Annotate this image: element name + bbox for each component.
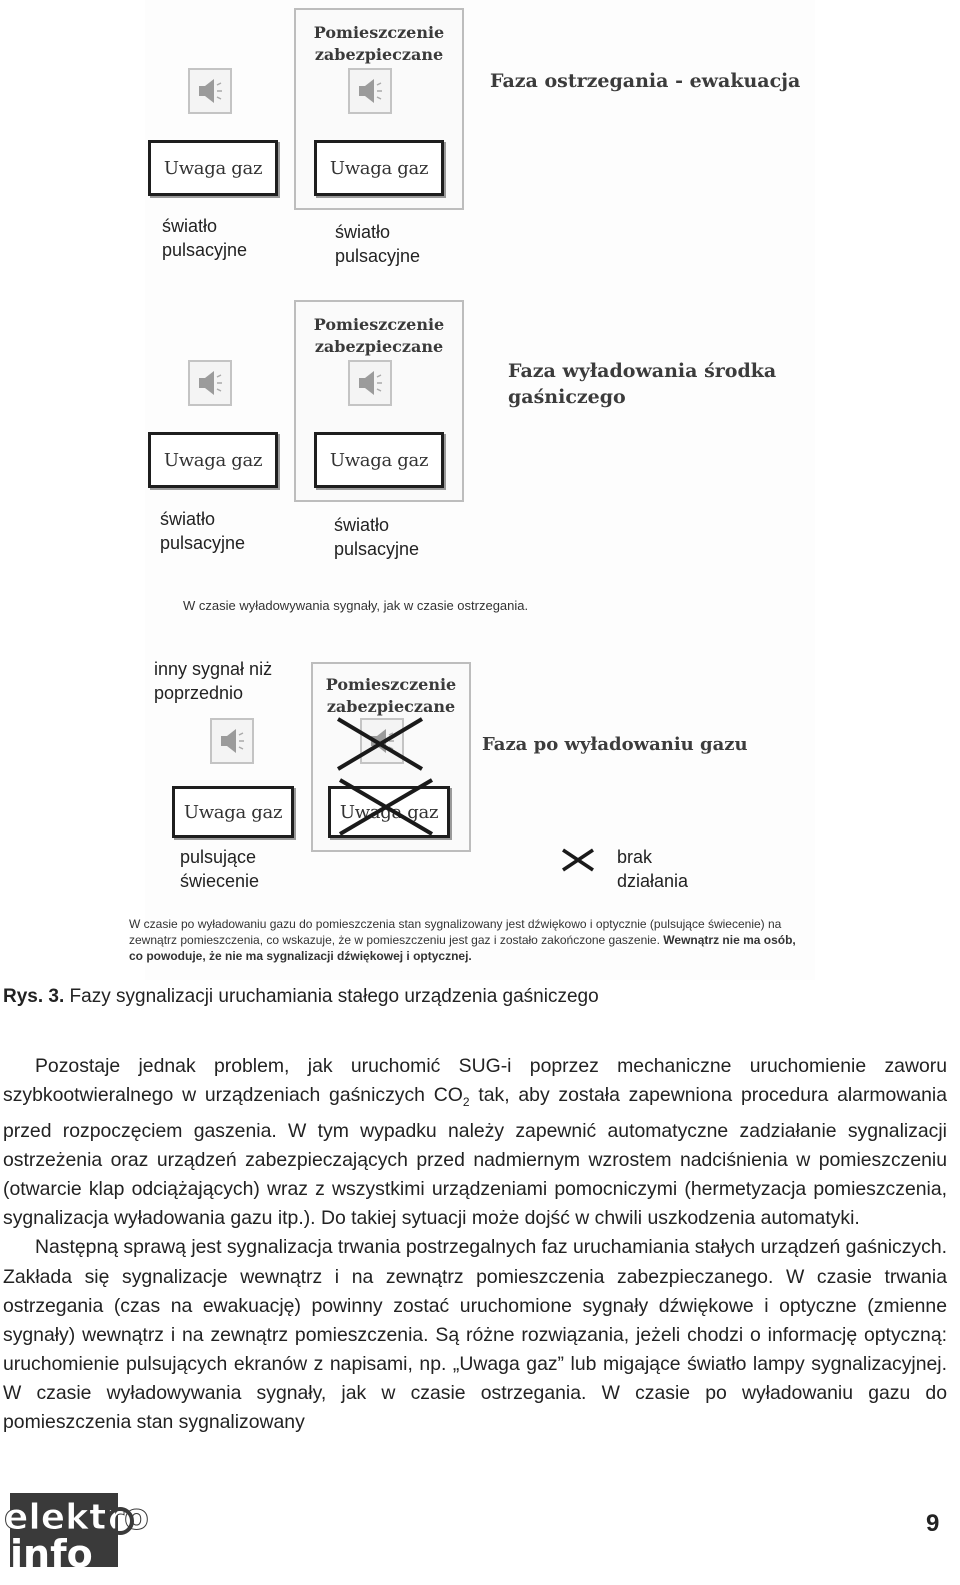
caption-text: Fazy sygnalizacji uruchamiania stałego urządzenia gaśniczego xyxy=(69,986,599,1007)
inside-light-label: światło pulsacyjne xyxy=(335,222,421,266)
inside-warning-sign: Uwaga gaz xyxy=(328,786,450,838)
legend-label: brak działania xyxy=(617,847,689,891)
paragraph: Następną sprawą jest sygnalizacja trwania postrzegalnych faz uruchamiania stałych urządzeń gaśniczych. Zakłada się sygnalizacje wewnątrz i na zewnątrz pomieszczenia zabezpieczanego. W czasie trwania ostrzegania (czas na ewakuację) powinny zostać uruchomione sygnały dźwiękowe i optyczne (zmienne sygnały) wewnątrz i na zewnątrz pomieszczenia. Są różne rozwiązania, jeżeli chodzi o informację optyczną: uruchomienie pulsujących ekranów z napisami, np. „Uwaga gaz” lub migające światło lampy sygnalizacyjnej. W czasie wyładowywania sygnały, jak w czasie ostrzegania. W czasie po wyładowaniu gazu do pomieszczenia stan sygnalizowany xyxy=(3,1236,947,1433)
room-title: Pomieszczenie zabezpieczane xyxy=(313,315,445,356)
paragraph: Pozostaje jednak problem, jak uruchomić SUG-i poprzez mechaniczne uruchomienie zaworu szybkootwieralnego w urządzeniach gaśniczych $CO_2$ tak, aby została zapewniona procedura alarmowania przed rozpoczęciem gaszenia. W tym wypadku należy zapewnić automatyczne zadziałanie sygnalizacji ostrzeżenia oraz urządzeń zabezpieczających przed nadmiernym wzrostem nadciśnienia w pomieszczeniu (otwarcie klap odciążających) wraz z wszystkimi urządzeniami pomocniczymi (hermetyzacja pomieszczenia, sygnalizacja wyładowania gazu itp.). Do takiej sytuacji może dojść w chwili uszkodzenia automatyki. xyxy=(3,1055,948,1230)
outside-light-label: światło pulsacyjne xyxy=(162,216,248,260)
speaker-icon xyxy=(188,360,232,406)
speaker-icon xyxy=(348,68,392,114)
room-title: Pomieszczenie zabezpieczane xyxy=(325,675,457,716)
svg-text:elektro: elektro xyxy=(4,1497,149,1538)
phase-note-text: W czasie po wyładowaniu gazu do pomieszczenia stan sygnalizowany jest dźwiękowo i optycznie (pulsujące świecenie) na zewnątrz pomieszczenia, co wskazuje, że w pomieszczeniu jest gaz i zostało zakończone gaszenie. xyxy=(129,917,782,947)
article-body xyxy=(3,1052,947,1437)
svg-text:info: info xyxy=(10,1532,93,1576)
inside-sign-disabled-cross-icon xyxy=(334,776,438,838)
outside-light-label: światło pulsacyjne xyxy=(160,509,246,553)
phase-title: Faza ostrzegania - ewakuacja xyxy=(490,70,801,92)
speaker-icon xyxy=(188,68,232,114)
phase-note: W czasie wyładowywania sygnały, jak w czasie ostrzegania. xyxy=(183,598,529,613)
page-number: 9 xyxy=(926,1510,940,1537)
room-title: Pomieszczenie zabezpieczane xyxy=(313,23,445,64)
phase-note xyxy=(129,916,809,964)
phase-title: Faza wyładowania środka gaśniczego xyxy=(508,360,777,408)
phase-title: Faza po wyładowaniu gazu xyxy=(482,734,748,755)
phase-note-bold: Wewnątrz nie ma osób, co powoduje, że nie ma sygnalizacji dźwiękowej i optycznej. xyxy=(129,933,796,963)
inside-speaker-disabled-cross-icon xyxy=(334,715,426,773)
figure-caption xyxy=(3,986,599,1008)
caption-label: Rys. 3. xyxy=(3,986,65,1007)
speaker-icon xyxy=(348,360,392,406)
outside-light-label: pulsujące świecenie xyxy=(180,847,260,891)
outside-sound-label: inny sygnał niż poprzednio xyxy=(154,659,273,703)
outside-warning-sign: Uwaga gaz xyxy=(148,140,278,196)
speaker-icon xyxy=(210,718,254,764)
elektro-info-logo xyxy=(2,1491,149,1576)
inside-warning-sign: Uwaga gaz xyxy=(314,432,444,488)
inside-warning-sign: Uwaga gaz xyxy=(314,140,444,196)
inside-light-label: światło pulsacyjne xyxy=(334,515,420,559)
outside-warning-sign: Uwaga gaz xyxy=(172,786,294,838)
outside-warning-sign: Uwaga gaz xyxy=(148,432,278,488)
no-action-legend-cross-icon xyxy=(561,848,595,872)
